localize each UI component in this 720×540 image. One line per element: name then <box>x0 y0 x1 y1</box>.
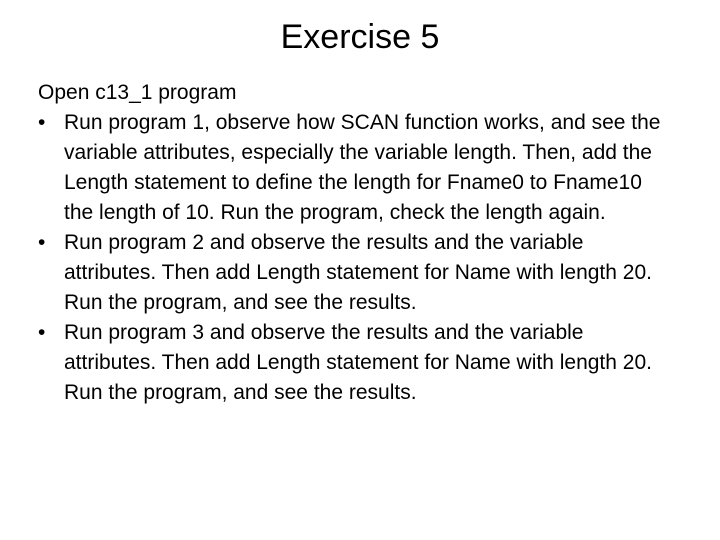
bullet-text: Run program 3 and observe the results and the variable attributes. Then add Length statement for Name with length 20. Run the program, and see the results. <box>64 321 652 404</box>
bullet-item <box>38 318 670 408</box>
bullet-item <box>38 228 670 318</box>
intro-line: Open c13_1 program <box>38 81 237 104</box>
bullet-dot-icon: • <box>38 231 46 254</box>
bullet-dot-icon: • <box>38 321 46 344</box>
slide-body <box>38 78 670 408</box>
bullet-text: Run program 2 and observe the results and the variable attributes. Then add Length statement for Name with length 20. Run the program, and see the results. <box>64 231 652 314</box>
bullet-text: Run program 1, observe how SCAN function works, and see the variable attributes, especially the variable length. Then, add the Length statement to define the length for Fname0 to Fname10 the length of 10. Run the program, check the length again. <box>64 111 661 224</box>
bullet-item <box>38 108 670 228</box>
bullet-dot-icon: • <box>38 111 46 134</box>
bullet-list <box>38 108 670 408</box>
slide-title: Exercise 5 <box>280 18 440 56</box>
